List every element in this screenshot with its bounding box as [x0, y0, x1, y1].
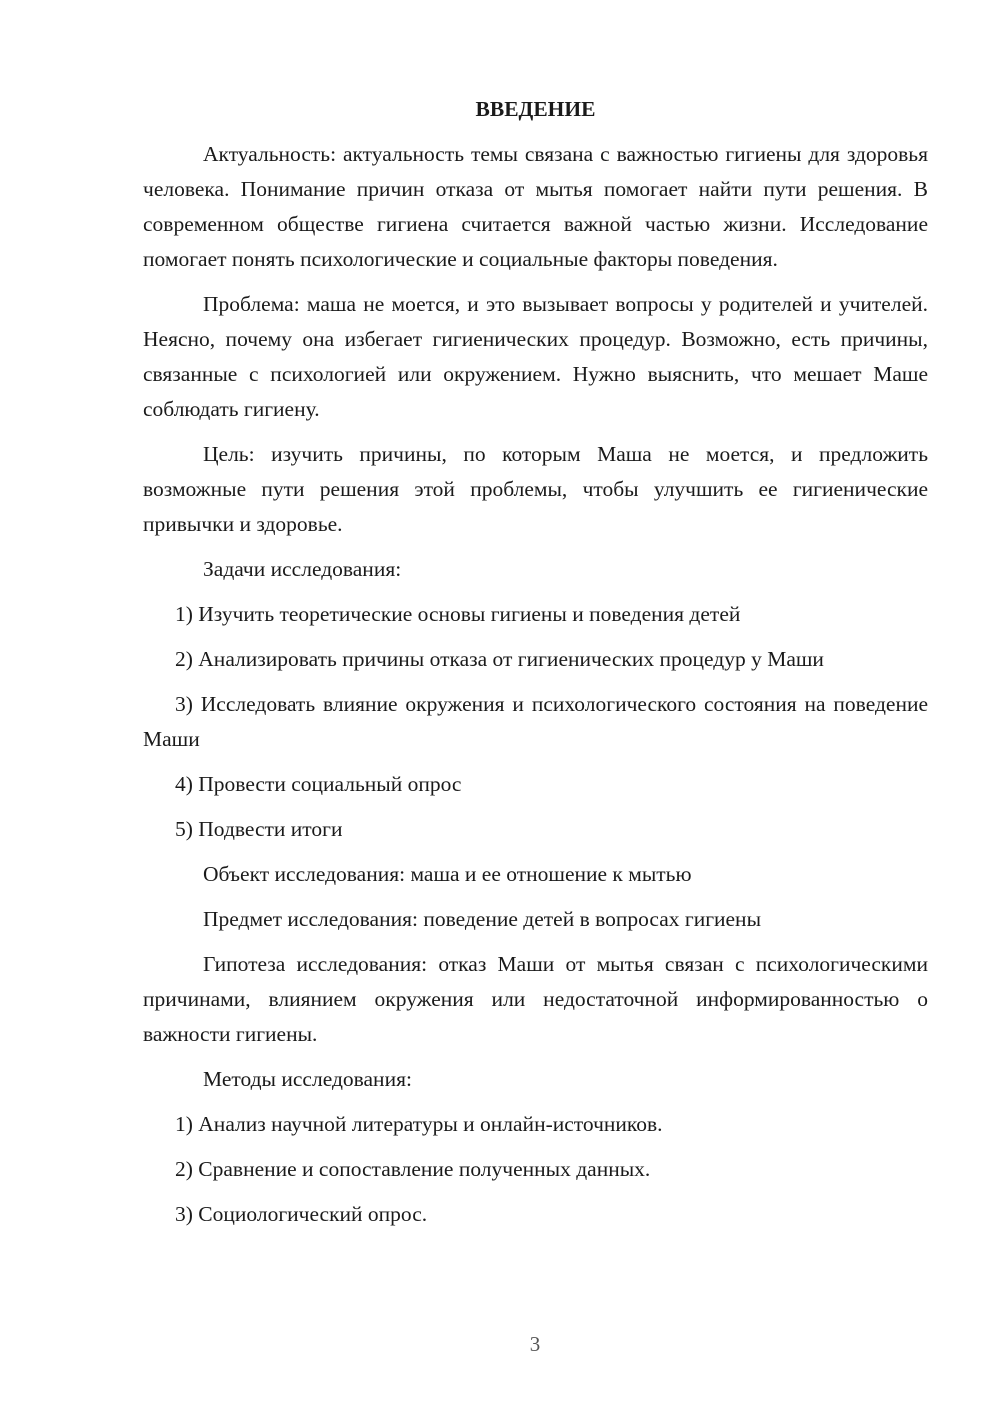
hypothesis-paragraph: Гипотеза исследования: отказ Маши от мытья связан с психологическими причинами, влиянием окружения или недостаточной информированностью о важности гигиены.: [143, 952, 928, 1046]
task-item: 2) Анализировать причины отказа от гигиенических процедур у Маши: [175, 647, 824, 671]
method-item: 2) Сравнение и сопоставление полученных данных.: [175, 1157, 651, 1181]
task-item: 4) Провести социальный опрос: [175, 772, 462, 796]
document-page: [143, 92, 928, 1242]
page-number: 3: [529, 1332, 541, 1356]
relevance-paragraph: Актуальность: актуальность темы связана с важностью гигиены для здоровья человека. Понимание причин отказа от мытья помогает найти пути решения. В современном обществе гигиена считается важной частью жизни. Исследование помогает понять психологические и социальные факторы поведения.: [143, 142, 928, 271]
section-heading: ВВЕДЕНИЕ: [475, 97, 596, 121]
task-item: 3) Исследовать влияние окружения и психологического состояния на поведение Маши: [143, 692, 928, 751]
method-item: 1) Анализ научной литературы и онлайн-источников.: [175, 1112, 663, 1136]
problem-paragraph: Проблема: маша не моется, и это вызывает вопросы у родителей и учителей. Неясно, почему она избегает гигиенических процедур. Возможно, есть причины, связанные с психологией или окружением. Нужно выяснить, что мешает Маше соблюдать гигиену.: [143, 292, 928, 421]
methods-title: Методы исследования:: [203, 1067, 412, 1091]
task-item: 5) Подвести итоги: [175, 817, 343, 841]
task-item: 1) Изучить теоретические основы гигиены и поведения детей: [175, 602, 741, 626]
research-subject: Предмет исследования: поведение детей в вопросах гигиены: [203, 907, 762, 931]
method-item: 3) Социологический опрос.: [175, 1202, 428, 1226]
tasks-title: Задачи исследования:: [203, 557, 402, 581]
goal-paragraph: Цель: изучить причины, по которым Маша не моется, и предложить возможные пути решения этой проблемы, чтобы улучшить ее гигиенические привычки и здоровье.: [143, 442, 928, 536]
research-object: Объект исследования: маша и ее отношение к мытью: [203, 862, 692, 886]
